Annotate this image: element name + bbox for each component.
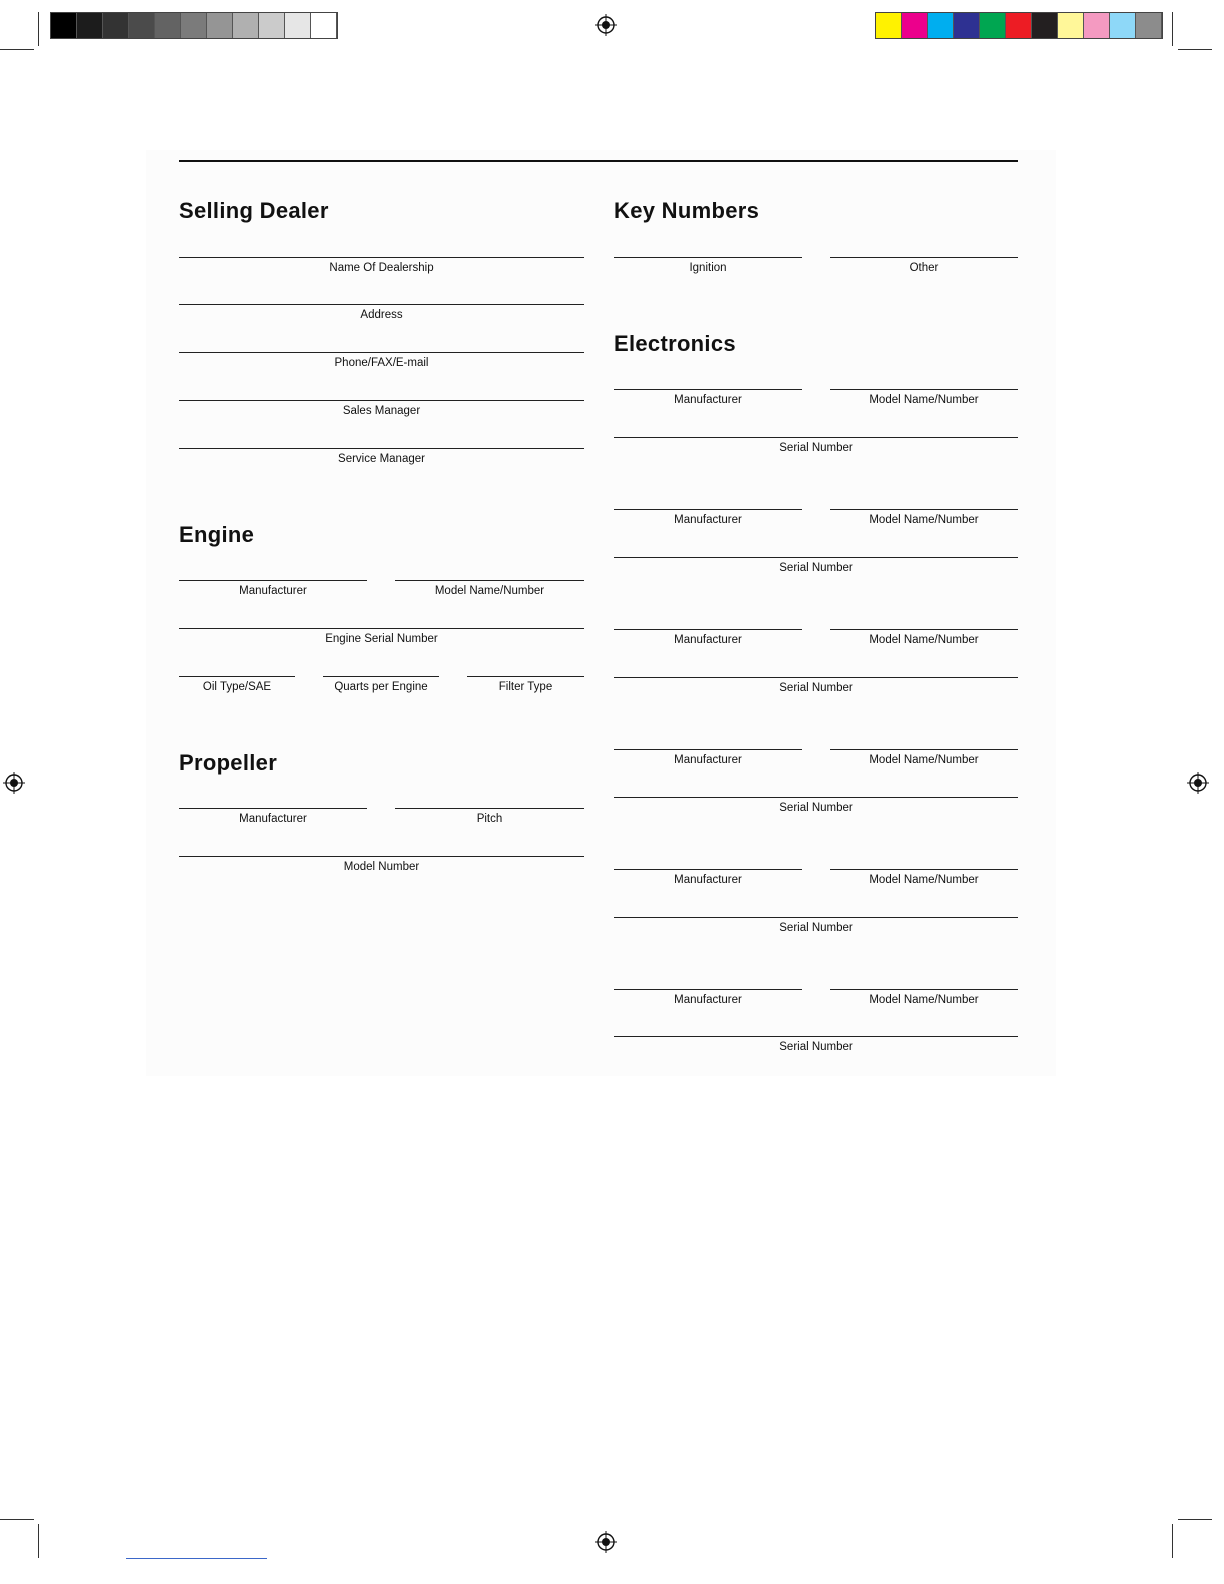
color-swatch [902, 13, 928, 38]
field-label: Manufacturer [674, 994, 742, 1006]
field-label: Model Name/Number [434, 585, 545, 597]
field-label: Manufacturer [674, 634, 742, 646]
color-swatch [181, 13, 207, 38]
dealership-name-field[interactable] [179, 257, 584, 279]
color-swatch [51, 13, 77, 38]
field-label: Manufacturer [239, 813, 307, 825]
color-swatch [233, 13, 259, 38]
footer-rule [126, 1558, 267, 1559]
engine-serial-field[interactable] [179, 628, 584, 650]
electronics-serial-field[interactable] [614, 677, 1018, 699]
field-label: Model Name/Number [869, 874, 979, 886]
crop-mark [1178, 1519, 1212, 1520]
color-swatch [259, 13, 285, 38]
color-swatch [1058, 13, 1084, 38]
electronics-serial-field[interactable] [614, 1036, 1018, 1058]
electronics-model-field[interactable] [830, 869, 1018, 891]
field-label: Phone/FAX/E-mail [334, 357, 429, 369]
field-label: Manufacturer [674, 874, 742, 886]
other-key-field[interactable] [830, 257, 1018, 279]
color-swatch [1006, 13, 1032, 38]
color-swatch [980, 13, 1006, 38]
electronics-model-field[interactable] [830, 389, 1018, 411]
crop-mark [0, 49, 34, 50]
sales-manager-field[interactable] [179, 400, 584, 422]
field-label: Manufacturer [239, 585, 307, 597]
ignition-key-field[interactable] [614, 257, 802, 279]
electronics-model-field[interactable] [830, 749, 1018, 771]
color-swatch [1136, 13, 1162, 38]
field-label: Serial Number [779, 802, 853, 814]
field-label: Manufacturer [674, 754, 742, 766]
engine-model-field[interactable] [395, 580, 584, 602]
electronics-heading: Electronics [614, 331, 736, 356]
registration-mark-icon [595, 1531, 617, 1553]
field-label: Name Of Dealership [329, 262, 434, 274]
oil-type-field[interactable] [179, 676, 295, 698]
quarts-per-engine-field[interactable] [323, 676, 439, 698]
electronics-model-field[interactable] [830, 989, 1018, 1011]
registration-mark-icon [595, 14, 617, 36]
propeller-model-field[interactable] [179, 856, 584, 878]
field-label: Service Manager [338, 453, 425, 465]
field-label: Pitch [476, 813, 503, 825]
propeller-manufacturer-field[interactable] [179, 808, 367, 830]
field-label: Serial Number [779, 682, 853, 694]
registration-mark-icon [1187, 772, 1209, 794]
field-label: Model Name/Number [869, 394, 979, 406]
field-label: Address [360, 309, 403, 321]
field-label: Model Name/Number [869, 514, 979, 526]
color-swatch [876, 13, 902, 38]
electronics-serial-field[interactable] [614, 917, 1018, 939]
color-swatch [103, 13, 129, 38]
selling-dealer-heading: Selling Dealer [179, 198, 329, 223]
key-numbers-heading: Key Numbers [614, 198, 760, 223]
electronics-manufacturer-field[interactable] [614, 509, 802, 531]
field-label: Serial Number [779, 562, 853, 574]
field-label: Filter Type [498, 681, 553, 693]
field-label: Other [909, 262, 939, 274]
electronics-model-field[interactable] [830, 509, 1018, 531]
field-label: Model Name/Number [869, 634, 979, 646]
color-swatch [1032, 13, 1058, 38]
propeller-pitch-field[interactable] [395, 808, 584, 830]
crop-mark [1178, 49, 1212, 50]
field-label: Serial Number [779, 442, 853, 454]
field-label: Oil Type/SAE [202, 681, 272, 693]
electronics-model-field[interactable] [830, 629, 1018, 651]
field-label: Model Name/Number [869, 754, 979, 766]
top-rule [179, 160, 1018, 162]
engine-heading: Engine [179, 522, 255, 547]
propeller-heading: Propeller [179, 750, 278, 775]
crop-mark [38, 1524, 39, 1558]
field-label: Ignition [689, 262, 727, 274]
color-swatch [928, 13, 954, 38]
electronics-manufacturer-field[interactable] [614, 869, 802, 891]
color-swatch [285, 13, 311, 38]
field-label: Model Number [343, 861, 420, 873]
electronics-manufacturer-field[interactable] [614, 629, 802, 651]
crop-mark [1172, 12, 1173, 46]
electronics-manufacturer-field[interactable] [614, 989, 802, 1011]
field-label: Manufacturer [674, 394, 742, 406]
color-swatch [954, 13, 980, 38]
electronics-serial-field[interactable] [614, 437, 1018, 459]
electronics-serial-field[interactable] [614, 557, 1018, 579]
field-label: Quarts per Engine [334, 681, 428, 693]
color-swatch [77, 13, 103, 38]
address-field[interactable] [179, 304, 584, 326]
crop-mark [38, 12, 39, 46]
electronics-manufacturer-field[interactable] [614, 389, 802, 411]
color-swatch [1084, 13, 1110, 38]
phone-fax-email-field[interactable] [179, 352, 584, 374]
color-swatch [1110, 13, 1136, 38]
field-label: Engine Serial Number [325, 633, 438, 645]
filter-type-field[interactable] [467, 676, 584, 698]
field-label: Serial Number [779, 1041, 853, 1053]
field-label: Model Name/Number [869, 994, 979, 1006]
engine-manufacturer-field[interactable] [179, 580, 367, 602]
field-label: Serial Number [779, 922, 853, 934]
electronics-serial-field[interactable] [614, 797, 1018, 819]
registration-mark-icon [3, 772, 25, 794]
color-swatch [207, 13, 233, 38]
color-swatch [155, 13, 181, 38]
crop-mark [0, 1519, 34, 1520]
color-swatch [311, 13, 337, 38]
crop-mark [1172, 1524, 1173, 1558]
service-manager-field[interactable] [179, 448, 584, 470]
color-swatch [129, 13, 155, 38]
field-label: Manufacturer [674, 514, 742, 526]
electronics-manufacturer-field[interactable] [614, 749, 802, 771]
field-label: Sales Manager [342, 405, 421, 417]
